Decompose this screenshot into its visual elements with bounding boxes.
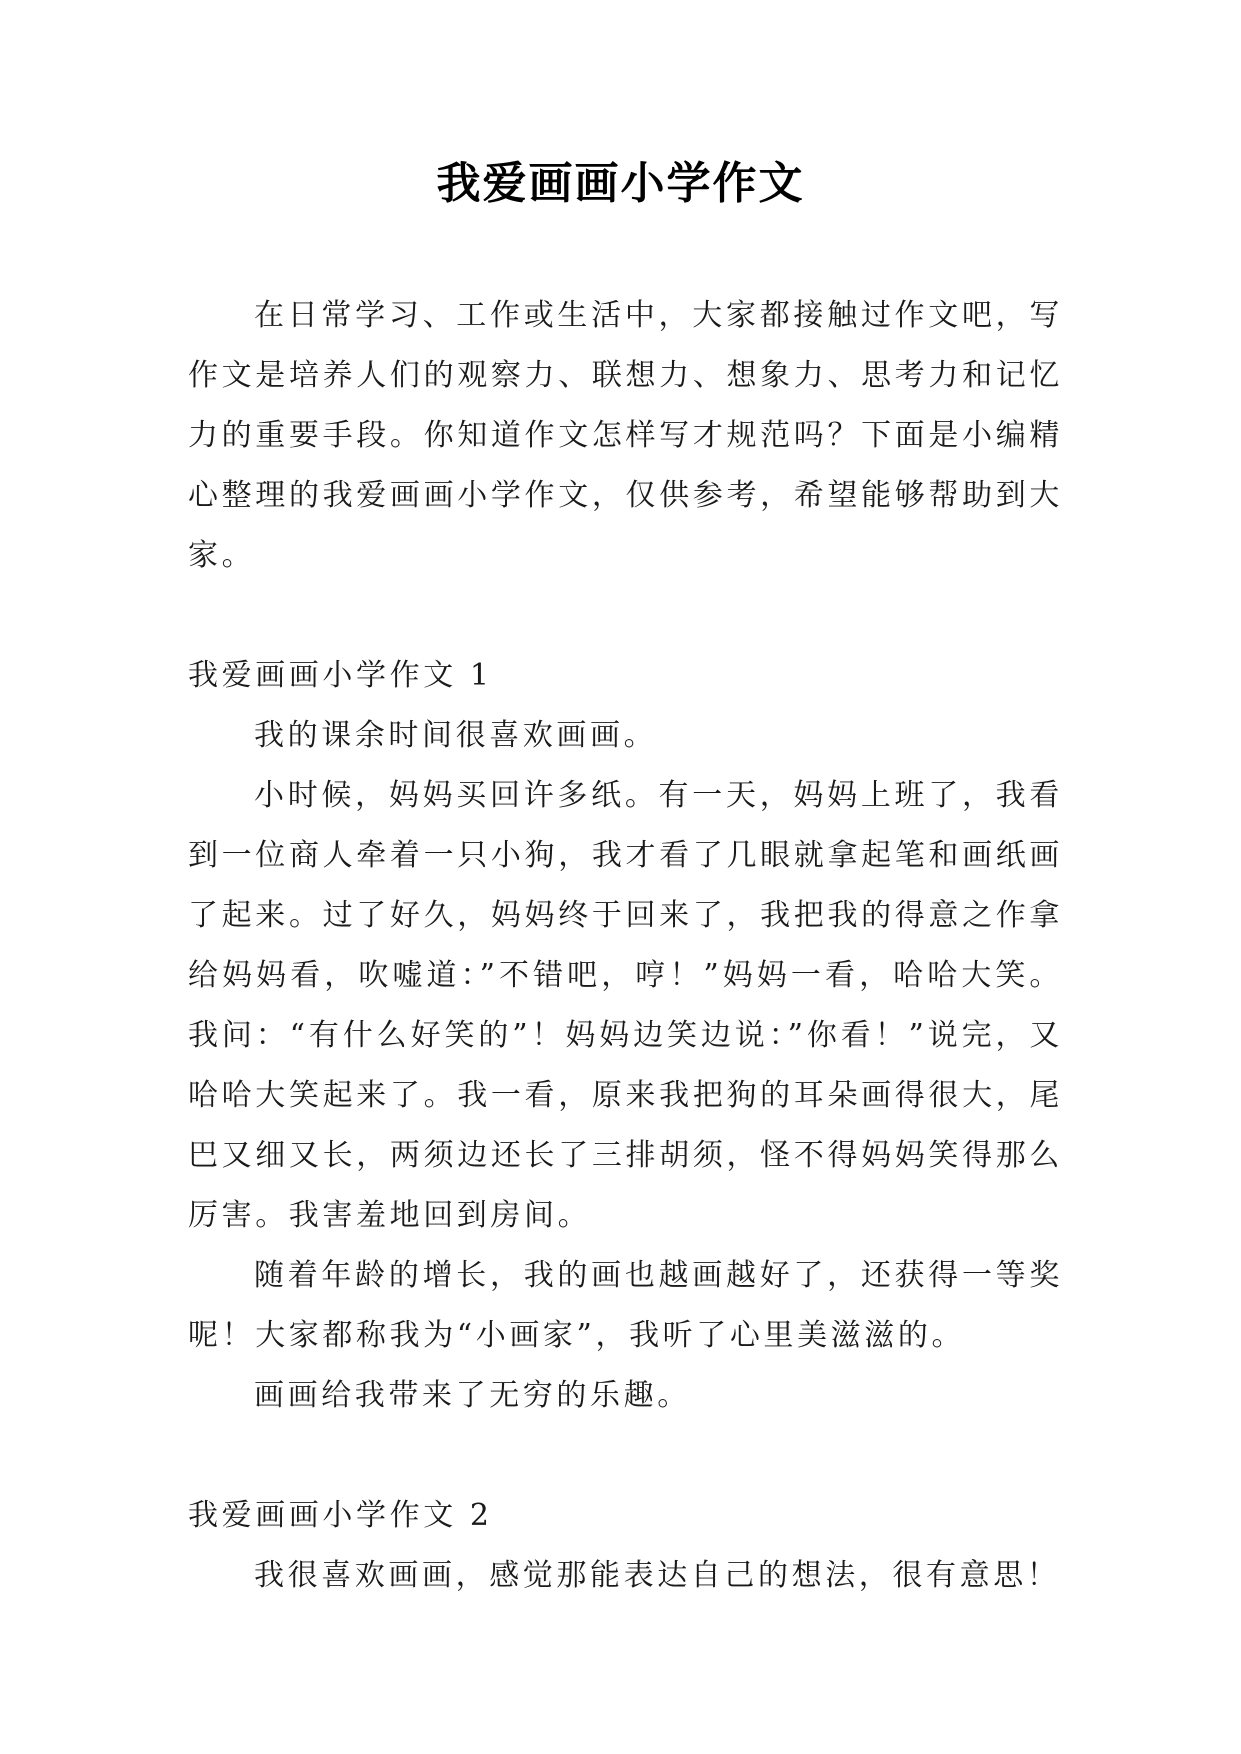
section-heading: 我爱画画小学作文 1 xyxy=(188,658,493,693)
body-paragraph: 小时候，妈妈买回许多纸。有一天，妈妈上班了，我看到一位商人牵着一只小狗，我才看了几眼就拿起笔和画纸画了起来。过了好久，妈妈终于回来了，我把我的得意之作拿给妈妈看，吹嘘道：”不错吧，哼！”妈妈一看，哈哈大笑。我问：“有什么好笑的”！妈妈边笑边说：”你看！”说完，又哈哈大笑起来了。我一看，原来我把狗的耳朵画得很大，尾巴又细又长，两须边还长了三排胡须，怪不得妈妈笑得那么厉害。我害羞地回到房间。 xyxy=(188,778,1063,1233)
section-heading: 我爱画画小学作文 2 xyxy=(188,1498,493,1533)
document-title: 我爱画画小学作文 xyxy=(436,158,805,209)
document-body xyxy=(188,286,1063,1606)
intro-paragraph: 在日常学习、工作或生活中，大家都接触过作文吧，写作文是培养人们的观察力、联想力、想象力、思考力和记忆力的重要手段。你知道作文怎样写才规范吗？下面是小编精心整理的我爱画画小学作文，仅供参考，希望能够帮助到大家。 xyxy=(188,298,1063,573)
section-spacer xyxy=(188,586,1063,646)
essay-section-1 xyxy=(188,646,1063,1426)
section-spacer xyxy=(188,1426,1063,1486)
body-paragraph: 随着年龄的增长，我的画也越画越好了，还获得一等奖呢！大家都称我为“小画家”，我听了心里美滋滋的。 xyxy=(188,1258,1063,1353)
body-paragraph: 我很喜欢画画，感觉那能表达自己的想法，很有意思！ xyxy=(254,1558,1061,1593)
essay-section-2 xyxy=(188,1486,1063,1606)
body-paragraph: 我的课余时间很喜欢画画。 xyxy=(254,718,658,753)
body-paragraph: 画画给我带来了无穷的乐趣。 xyxy=(254,1378,691,1413)
